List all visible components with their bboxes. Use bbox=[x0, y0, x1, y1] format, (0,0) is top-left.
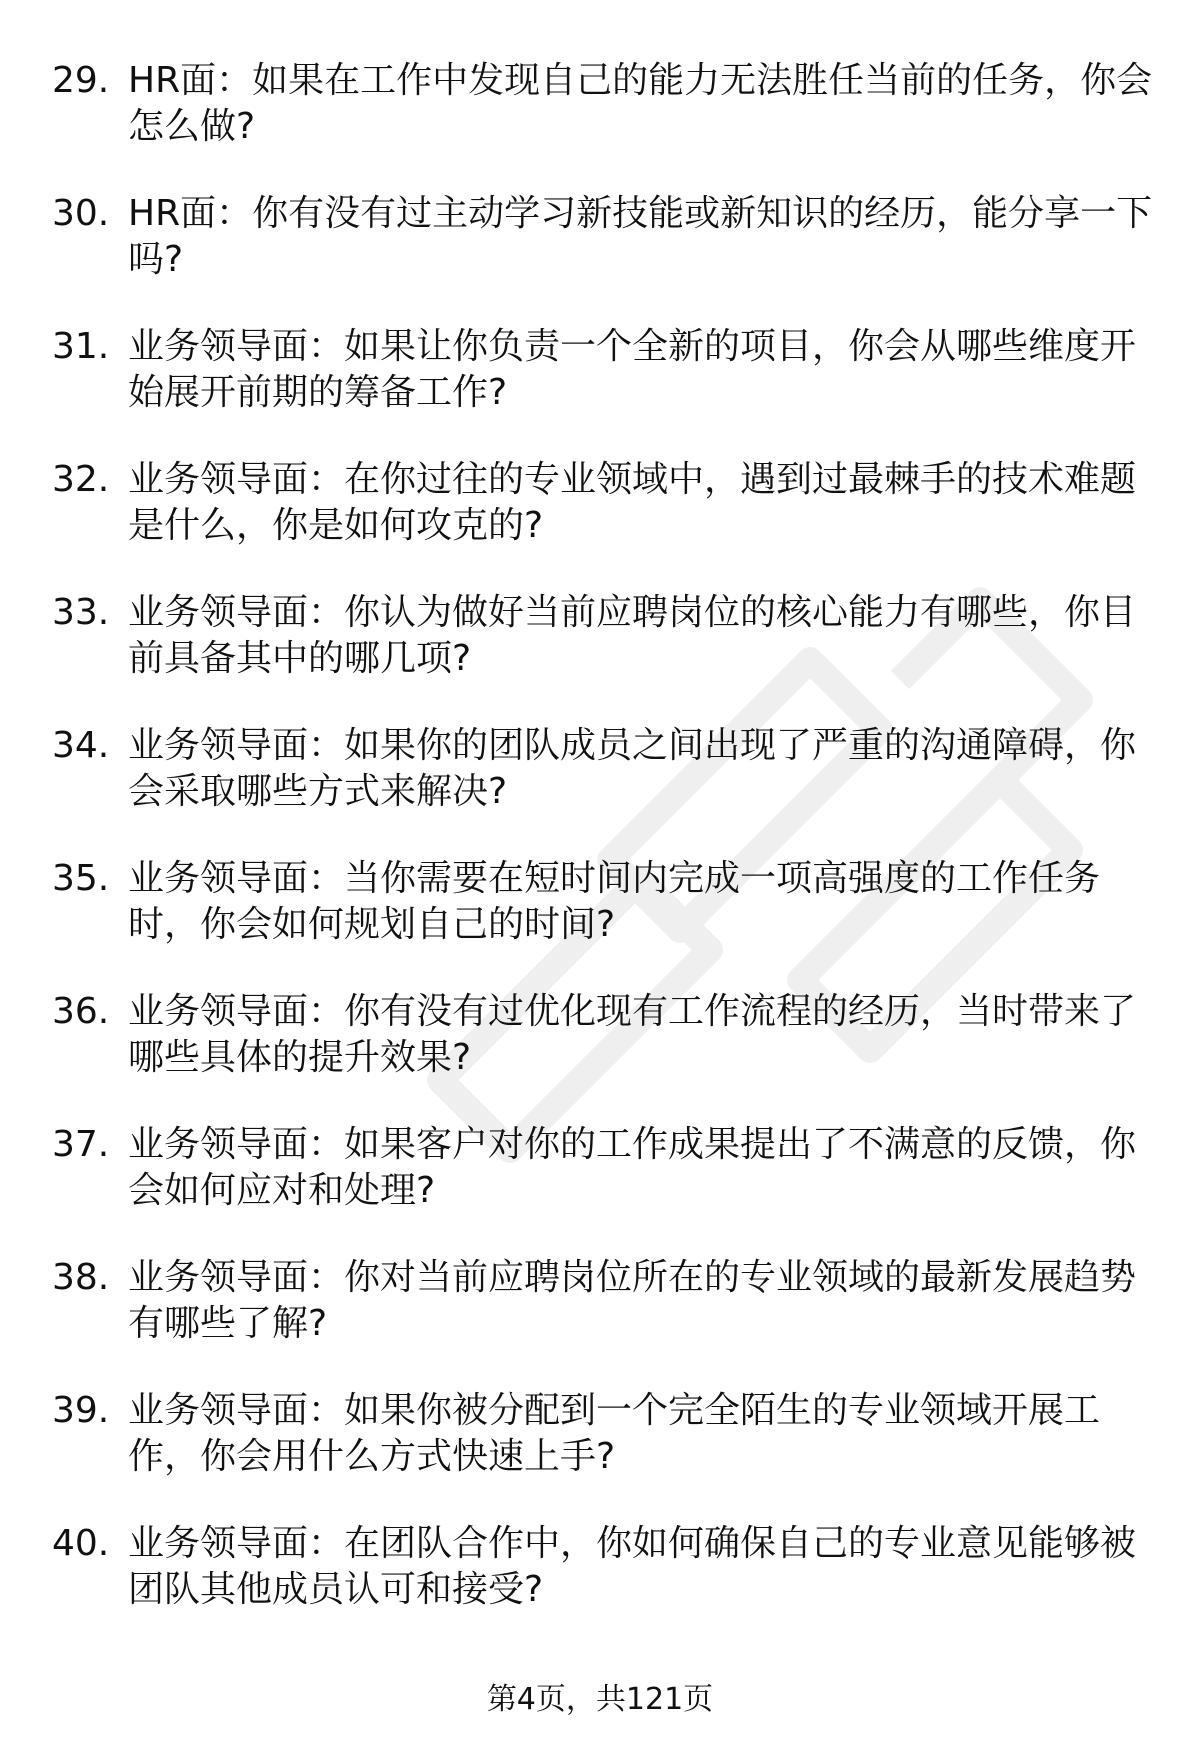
question-item bbox=[52, 324, 1162, 457]
question-item bbox=[52, 1255, 1162, 1388]
page-footer: 第4页，共121页 bbox=[486, 1682, 714, 1717]
question-item bbox=[52, 590, 1162, 723]
question-text: 业务领导面：在团队合作中，你如何确保自己的专业意见能够被团队其他成员认可和接受? bbox=[128, 1523, 1137, 1610]
question-item bbox=[52, 1122, 1162, 1255]
question-number: 33. bbox=[52, 592, 110, 633]
question-list bbox=[52, 58, 1162, 1654]
question-number: 30. bbox=[52, 193, 110, 234]
question-text: 业务领导面：如果你的团队成员之间出现了严重的沟通障碍，你会采取哪些方式来解决? bbox=[128, 725, 1137, 812]
question-item bbox=[52, 1388, 1162, 1521]
question-text: 业务领导面：如果你被分配到一个完全陌生的专业领域开展工作，你会用什么方式快速上手? bbox=[128, 1390, 1101, 1477]
question-number: 34. bbox=[52, 725, 110, 766]
question-number: 31. bbox=[52, 326, 110, 367]
question-text: HR面：如果在工作中发现自己的能力无法胜任当前的任务，你会怎么做? bbox=[128, 60, 1153, 147]
question-item bbox=[52, 989, 1162, 1122]
question-number: 32. bbox=[52, 459, 110, 500]
question-item bbox=[52, 191, 1162, 324]
question-item bbox=[52, 723, 1162, 856]
question-item bbox=[52, 856, 1162, 989]
question-number: 37. bbox=[52, 1124, 110, 1165]
question-item bbox=[52, 457, 1162, 590]
question-text: 业务领导面：你有没有过优化现有工作流程的经历，当时带来了哪些具体的提升效果? bbox=[128, 991, 1137, 1078]
question-text: 业务领导面：当你需要在短时间内完成一项高强度的工作任务时，你会如何规划自己的时间? bbox=[128, 858, 1101, 945]
question-number: 39. bbox=[52, 1390, 110, 1431]
question-number: 40. bbox=[52, 1523, 110, 1564]
question-text: 业务领导面：你对当前应聘岗位所在的专业领域的最新发展趋势有哪些了解? bbox=[128, 1257, 1137, 1344]
question-item bbox=[52, 1521, 1162, 1654]
question-number: 38. bbox=[52, 1257, 110, 1298]
question-item bbox=[52, 58, 1162, 191]
question-number: 35. bbox=[52, 858, 110, 899]
question-number: 29. bbox=[52, 60, 110, 101]
question-text: HR面：你有没有过主动学习新技能或新知识的经历，能分享一下吗? bbox=[128, 193, 1153, 280]
question-text: 业务领导面：如果让你负责一个全新的项目，你会从哪些维度开始展开前期的筹备工作? bbox=[128, 326, 1137, 413]
question-text: 业务领导面：你认为做好当前应聘岗位的核心能力有哪些，你目前具备其中的哪几项? bbox=[128, 592, 1137, 679]
question-text: 业务领导面：在你过往的专业领域中，遇到过最棘手的技术难题是什么，你是如何攻克的? bbox=[128, 459, 1137, 546]
question-number: 36. bbox=[52, 991, 110, 1032]
question-text: 业务领导面：如果客户对你的工作成果提出了不满意的反馈，你会如何应对和处理? bbox=[128, 1124, 1137, 1211]
